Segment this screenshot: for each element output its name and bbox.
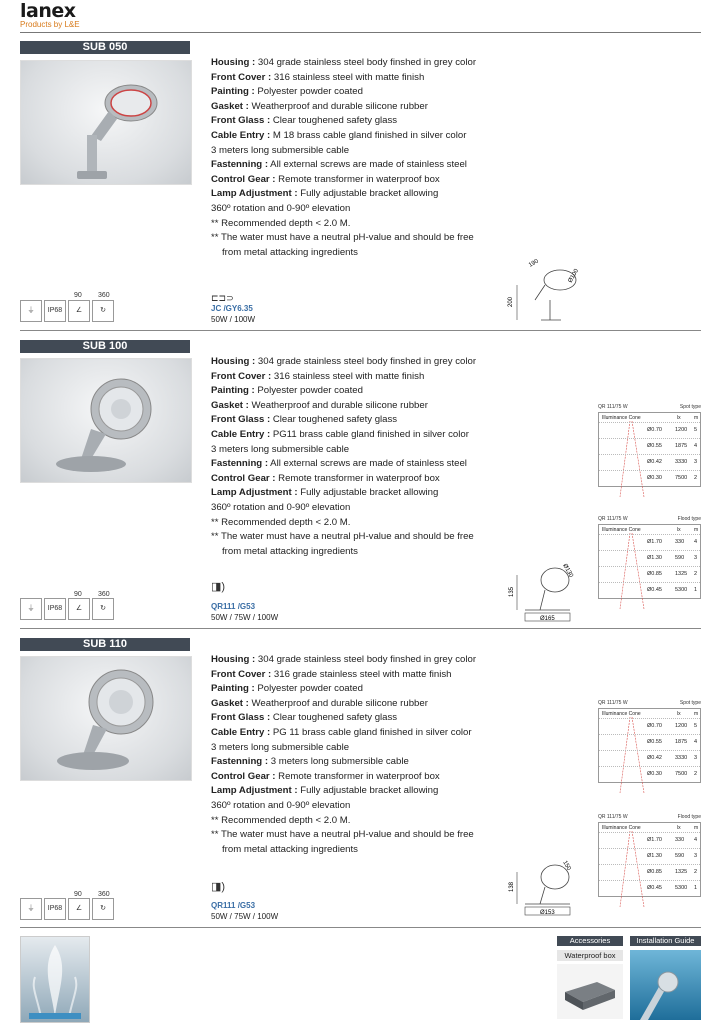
- waterproof-box-illustration: [557, 964, 623, 1019]
- rotation-label: 360: [98, 591, 110, 598]
- cone-diameter: Ø0.85: [647, 869, 662, 875]
- photometric-table: [598, 516, 701, 599]
- table-type: Flood type: [677, 516, 701, 522]
- ip-rating: IP68: [44, 598, 66, 620]
- table-unit-lx: lx: [677, 527, 681, 533]
- table-lamp: QR 111/75 W: [598, 700, 628, 706]
- lux-value: 590: [675, 555, 685, 561]
- lux-value: 7500: [675, 475, 688, 481]
- lux-value: 330: [675, 539, 685, 545]
- dim-diameter: Ø130: [561, 563, 574, 579]
- spec-value: All external screws are made of stainless steel: [270, 159, 467, 171]
- ground-icon: ⏚: [20, 598, 42, 620]
- table-row: [599, 454, 700, 470]
- cone-diameter: Ø0.30: [647, 771, 662, 777]
- spec-line: [211, 85, 476, 100]
- spec-value: 304 grade stainless steel body finshed in grey color: [257, 654, 477, 665]
- spec-value: PG11 brass cable gland finished in silver color: [272, 428, 469, 440]
- spec-line: [211, 114, 476, 129]
- distance-value: 2: [694, 771, 698, 777]
- spec-value: ** The water must have a neutral pH-value and should be free: [211, 829, 474, 841]
- spec-value: PG 11 brass cable gland finished in silver color: [272, 726, 472, 738]
- distance-value: 2: [694, 571, 698, 577]
- ground-icon: ⏚: [20, 898, 42, 920]
- dimension-drawing: [505, 555, 585, 625]
- photometric-table: [598, 404, 701, 487]
- brand-logo: lanex: [20, 0, 76, 22]
- spec-line: [211, 56, 476, 71]
- spec-label: Front Glass :: [211, 115, 271, 127]
- spec-line: [211, 144, 476, 159]
- spec-label: Lamp Adjustment :: [211, 188, 298, 200]
- spec-value: 360º rotation and 0-90º elevation: [211, 799, 351, 811]
- table-header-label: Illuminance Cone: [602, 527, 641, 533]
- dim-diameter: Ø100: [567, 268, 581, 284]
- floodlight-illustration: [21, 657, 191, 780]
- table-body: [598, 524, 701, 599]
- lux-value: 5300: [675, 885, 688, 891]
- spec-label: Gasket :: [211, 697, 249, 709]
- spec-value: Polyester powder coated: [257, 86, 363, 98]
- table-caption: [598, 700, 701, 708]
- spec-line: [211, 501, 476, 516]
- cone-diameter: Ø0.42: [647, 459, 662, 465]
- lamp-reflector-icon: ◨): [211, 581, 226, 593]
- lux-value: 1200: [675, 427, 688, 433]
- product-photo: [20, 358, 192, 483]
- cone-diameter: Ø1.30: [647, 555, 662, 561]
- spec-value: 3 meters long submersible cable: [270, 756, 409, 768]
- lux-value: 3330: [675, 459, 688, 465]
- spec-label: Front Glass :: [211, 712, 271, 724]
- cone-diameter: Ø1.70: [647, 539, 662, 545]
- cone-diameter: Ø0.55: [647, 443, 662, 449]
- spec-line: [211, 428, 476, 443]
- spec-label: Cable Entry :: [211, 129, 271, 141]
- table-row: [599, 582, 700, 598]
- spec-value: from metal attacking ingredients: [222, 246, 358, 258]
- spec-label: Gasket :: [211, 100, 249, 112]
- spec-label: Front Cover :: [211, 668, 272, 680]
- spec-line: [211, 843, 476, 858]
- spec-label: Control Gear :: [211, 472, 276, 484]
- dim-base: Ø153: [540, 910, 555, 916]
- table-row: [599, 864, 700, 880]
- dim-length: 150: [561, 860, 572, 872]
- spec-line: [211, 668, 476, 683]
- wattage: 50W / 75W / 100W: [211, 613, 279, 622]
- spec-label: Fastenning :: [211, 159, 269, 171]
- distance-value: 2: [694, 475, 698, 481]
- distance-value: 5: [694, 723, 698, 729]
- table-caption: [598, 404, 701, 412]
- spec-label: Housing :: [211, 57, 256, 68]
- spec-line: [211, 682, 476, 697]
- tilt-angle-icon: ∠: [68, 598, 90, 620]
- spec-line: [211, 799, 476, 814]
- distance-value: 1: [694, 587, 698, 593]
- icon-row: [20, 898, 116, 920]
- distance-value: 4: [694, 837, 698, 843]
- table-caption: [598, 814, 701, 822]
- angle-label: 90: [74, 292, 82, 299]
- rotation-icon: ↻: [92, 898, 114, 920]
- dimension-drawing: [505, 852, 585, 922]
- distance-value: 3: [694, 853, 698, 859]
- spec-line: [211, 486, 476, 501]
- lamp-reflector-icon: ◨): [211, 881, 226, 893]
- spec-label: Lamp Adjustment :: [211, 785, 298, 797]
- table-caption: [598, 516, 701, 524]
- wattage: 50W / 100W: [211, 315, 256, 324]
- spec-value: ** Recommended depth < 2.0 M.: [211, 516, 351, 528]
- spec-line: [211, 697, 476, 712]
- wattage: 50W / 75W / 100W: [211, 912, 279, 921]
- product-title: SUB 110: [20, 638, 190, 651]
- table-row: [599, 718, 700, 734]
- angle-label: 90: [74, 591, 82, 598]
- tilt-angle-icon: ∠: [68, 300, 90, 322]
- distance-value: 2: [694, 869, 698, 875]
- table-row: [599, 848, 700, 864]
- lamp-code: QR111 /G53: [211, 602, 256, 611]
- spec-line: [211, 755, 476, 770]
- lamp-code: JC /GY6.35: [211, 304, 253, 313]
- spec-line: [211, 187, 476, 202]
- table-row: [599, 832, 700, 848]
- spec-label: Front Glass :: [211, 414, 271, 426]
- spec-value: ** Recommended depth < 2.0 M.: [211, 217, 351, 229]
- table-header-label: Illuminance Cone: [602, 711, 641, 717]
- spec-label: Control Gear :: [211, 173, 276, 185]
- spec-value: Remote transformer in waterproof box: [278, 173, 440, 185]
- lamp-code: QR111 /G53: [211, 901, 256, 910]
- distance-value: 3: [694, 755, 698, 761]
- spec-list: [211, 56, 476, 260]
- spec-value: 316 stainless steel with matte finish: [273, 370, 425, 382]
- spec-list: [211, 653, 476, 857]
- rotation-label: 360: [98, 891, 110, 898]
- spec-line: [211, 217, 476, 232]
- spec-line: [211, 545, 476, 560]
- spec-line: [211, 71, 476, 86]
- spec-value: Weatherproof and durable silicone rubber: [251, 399, 428, 411]
- ip-rating: IP68: [44, 898, 66, 920]
- lux-value: 5300: [675, 587, 688, 593]
- angle-label: 90: [74, 891, 82, 898]
- dimension-drawing: [505, 255, 590, 325]
- spec-value: Weatherproof and durable silicone rubber: [251, 697, 428, 709]
- table-type: Flood type: [677, 814, 701, 820]
- spec-value: 3 meters long submersible cable: [211, 144, 350, 156]
- spec-line: [211, 246, 476, 261]
- spec-label: Front Cover :: [211, 370, 272, 382]
- header-rule: [20, 32, 701, 33]
- cone-diameter: Ø0.85: [647, 571, 662, 577]
- dim-height: 138: [509, 881, 515, 892]
- table-row: [599, 766, 700, 782]
- product-photo: [20, 60, 192, 185]
- waterproof-box-label[interactable]: Waterproof box: [557, 950, 623, 961]
- installation-guide-tab[interactable]: Installation Guide: [630, 936, 701, 946]
- spec-line: [211, 516, 476, 531]
- spec-line: [211, 443, 476, 458]
- table-row: [599, 734, 700, 750]
- spec-line: [211, 384, 476, 399]
- dim-height: 135: [509, 586, 515, 597]
- spec-value: Polyester powder coated: [257, 683, 363, 695]
- table-row: [599, 438, 700, 454]
- ground-icon: ⏚: [20, 300, 42, 322]
- product-photo: [20, 656, 192, 781]
- icon-row: [20, 300, 116, 322]
- table-unit-lx: lx: [677, 825, 681, 831]
- table-lamp: QR 111/75 W: [598, 404, 628, 410]
- tilt-angle-icon: ∠: [68, 898, 90, 920]
- spec-line: [211, 202, 476, 217]
- spec-value: 316 grade stainless steel with matte finish: [273, 668, 452, 680]
- rotation-label: 360: [98, 292, 110, 299]
- spec-value: 3 meters long submersible cable: [211, 741, 350, 753]
- spec-line: [211, 173, 476, 188]
- accessories-tab[interactable]: Accessories: [557, 936, 623, 946]
- spec-label: Fastenning :: [211, 756, 269, 768]
- cone-diameter: Ø0.70: [647, 723, 662, 729]
- table-header-label: Illuminance Cone: [602, 825, 641, 831]
- lux-value: 1325: [675, 571, 688, 577]
- spec-label: Housing :: [211, 654, 256, 665]
- dim-height: 200: [508, 296, 514, 307]
- spec-line: [211, 370, 476, 385]
- spec-line: [211, 399, 476, 414]
- spec-label: Lamp Adjustment :: [211, 487, 298, 499]
- spec-line: [211, 100, 476, 115]
- spec-line: [211, 770, 476, 785]
- spec-line: [211, 530, 476, 545]
- photometric-table: [598, 814, 701, 897]
- spec-value: from metal attacking ingredients: [222, 545, 358, 557]
- table-unit-lx: lx: [677, 415, 681, 421]
- table-row: [599, 550, 700, 566]
- spec-line: [211, 828, 476, 843]
- spec-label: Painting :: [211, 385, 255, 397]
- spec-label: Painting :: [211, 86, 255, 98]
- cone-diameter: Ø0.45: [647, 885, 662, 891]
- waterproof-box-photo: [557, 964, 623, 1019]
- spec-value: 360º rotation and 0-90º elevation: [211, 202, 351, 214]
- table-unit-m: m: [694, 825, 699, 831]
- spec-line: [211, 231, 476, 246]
- spec-value: 304 grade stainless steel body finshed in grey color: [257, 356, 477, 367]
- spec-line: [211, 814, 476, 829]
- spec-value: 3 meters long submersible cable: [211, 443, 350, 455]
- ip-rating: IP68: [44, 300, 66, 322]
- spec-list: [211, 355, 476, 559]
- spec-line: [211, 472, 476, 487]
- spec-label: Housing :: [211, 356, 256, 367]
- spec-line: [211, 413, 476, 428]
- spec-label: Fastenning :: [211, 458, 269, 470]
- spec-value: Fully adjustable bracket allowing: [300, 487, 439, 499]
- product-title: SUB 050: [20, 41, 190, 54]
- spec-value: All external screws are made of stainless steel: [270, 458, 467, 470]
- lux-value: 1325: [675, 869, 688, 875]
- installation-illustration: [630, 950, 701, 1020]
- spec-value: Remote transformer in waterproof box: [278, 472, 440, 484]
- spec-value: Weatherproof and durable silicone rubber: [251, 100, 428, 112]
- cone-diameter: Ø0.42: [647, 755, 662, 761]
- brand-subtitle: Products by L&E: [20, 20, 80, 29]
- table-lamp: QR 111/75 W: [598, 814, 628, 820]
- cone-diameter: Ø0.45: [647, 587, 662, 593]
- distance-value: 5: [694, 427, 698, 433]
- spec-value: ** The water must have a neutral pH-value and should be free: [211, 531, 474, 543]
- floodlight-illustration: [21, 61, 191, 184]
- spec-value: ** The water must have a neutral pH-value and should be free: [211, 232, 474, 244]
- spec-line: [211, 129, 476, 144]
- cone-diameter: Ø1.70: [647, 837, 662, 843]
- table-type: Spot type: [679, 700, 701, 706]
- table-row: [599, 880, 700, 896]
- spec-label: Cable Entry :: [211, 428, 271, 440]
- cone-diameter: Ø0.70: [647, 427, 662, 433]
- spec-value: from metal attacking ingredients: [222, 843, 358, 855]
- installation-guide-photo: [630, 950, 701, 1020]
- spec-line: [211, 653, 476, 668]
- spec-value: Polyester powder coated: [257, 385, 363, 397]
- spec-label: Cable Entry :: [211, 726, 271, 738]
- dim-length: 190: [528, 258, 540, 269]
- lux-value: 7500: [675, 771, 688, 777]
- table-row: [599, 470, 700, 486]
- cone-diameter: Ø0.30: [647, 475, 662, 481]
- table-row: [599, 534, 700, 550]
- table-body: [598, 708, 701, 783]
- spec-value: Clear toughened safety glass: [272, 115, 398, 127]
- lux-value: 1875: [675, 443, 688, 449]
- spec-value: M 18 brass cable gland finished in silver color: [272, 129, 467, 141]
- table-row: [599, 750, 700, 766]
- spec-line: [211, 355, 476, 370]
- spec-line: [211, 711, 476, 726]
- cone-diameter: Ø1.30: [647, 853, 662, 859]
- table-unit-m: m: [694, 711, 699, 717]
- distance-value: 4: [694, 739, 698, 745]
- section-divider: [20, 628, 701, 629]
- table-row: [599, 566, 700, 582]
- spec-value: Fully adjustable bracket allowing: [300, 785, 439, 797]
- table-type: Spot type: [679, 404, 701, 410]
- spec-value: 316 stainless steel with matte finish: [273, 71, 425, 83]
- product-title: SUB 100: [20, 340, 190, 353]
- distance-value: 1: [694, 885, 698, 891]
- table-body: [598, 822, 701, 897]
- spec-value: Fully adjustable bracket allowing: [300, 188, 439, 200]
- table-body: [598, 412, 701, 487]
- section-divider: [20, 330, 701, 331]
- spec-line: [211, 726, 476, 741]
- photometric-table: [598, 700, 701, 783]
- rotation-icon: ↻: [92, 598, 114, 620]
- distance-value: 3: [694, 555, 698, 561]
- distance-value: 4: [694, 539, 698, 545]
- spec-label: Control Gear :: [211, 770, 276, 782]
- lux-value: 1200: [675, 723, 688, 729]
- spec-value: Remote transformer in waterproof box: [278, 770, 440, 782]
- cone-diameter: Ø0.55: [647, 739, 662, 745]
- distance-value: 4: [694, 443, 698, 449]
- spec-line: [211, 741, 476, 756]
- spec-label: Painting :: [211, 683, 255, 695]
- spec-value: 360º rotation and 0-90º elevation: [211, 501, 351, 513]
- icon-row: [20, 598, 116, 620]
- lux-value: 3330: [675, 755, 688, 761]
- table-unit-lx: lx: [677, 711, 681, 717]
- lux-value: 330: [675, 837, 685, 843]
- table-lamp: QR 111/75 W: [598, 516, 628, 522]
- table-unit-m: m: [694, 527, 699, 533]
- spec-label: Gasket :: [211, 399, 249, 411]
- spec-value: 304 grade stainless steel body finshed in grey color: [257, 57, 477, 68]
- spec-value: ** Recommended depth < 2.0 M.: [211, 814, 351, 826]
- spec-value: Clear toughened safety glass: [272, 712, 398, 724]
- rotation-icon: ↻: [92, 300, 114, 322]
- lux-value: 590: [675, 853, 685, 859]
- spec-line: [211, 158, 476, 173]
- fountain-illustration: [21, 937, 89, 1022]
- dim-base: Ø165: [540, 616, 555, 622]
- table-header-label: Illuminance Cone: [602, 415, 641, 421]
- spec-value: Clear toughened safety glass: [272, 414, 398, 426]
- fountain-photo: [20, 936, 90, 1023]
- lamp-bulb-icon: ⊏⊐⊃: [211, 293, 234, 303]
- spec-line: [211, 457, 476, 472]
- floodlight-illustration: [21, 359, 191, 482]
- table-unit-m: m: [694, 415, 699, 421]
- spec-line: [211, 784, 476, 799]
- lux-value: 1875: [675, 739, 688, 745]
- table-row: [599, 422, 700, 438]
- section-divider: [20, 927, 701, 928]
- spec-label: Front Cover :: [211, 71, 272, 83]
- distance-value: 3: [694, 459, 698, 465]
